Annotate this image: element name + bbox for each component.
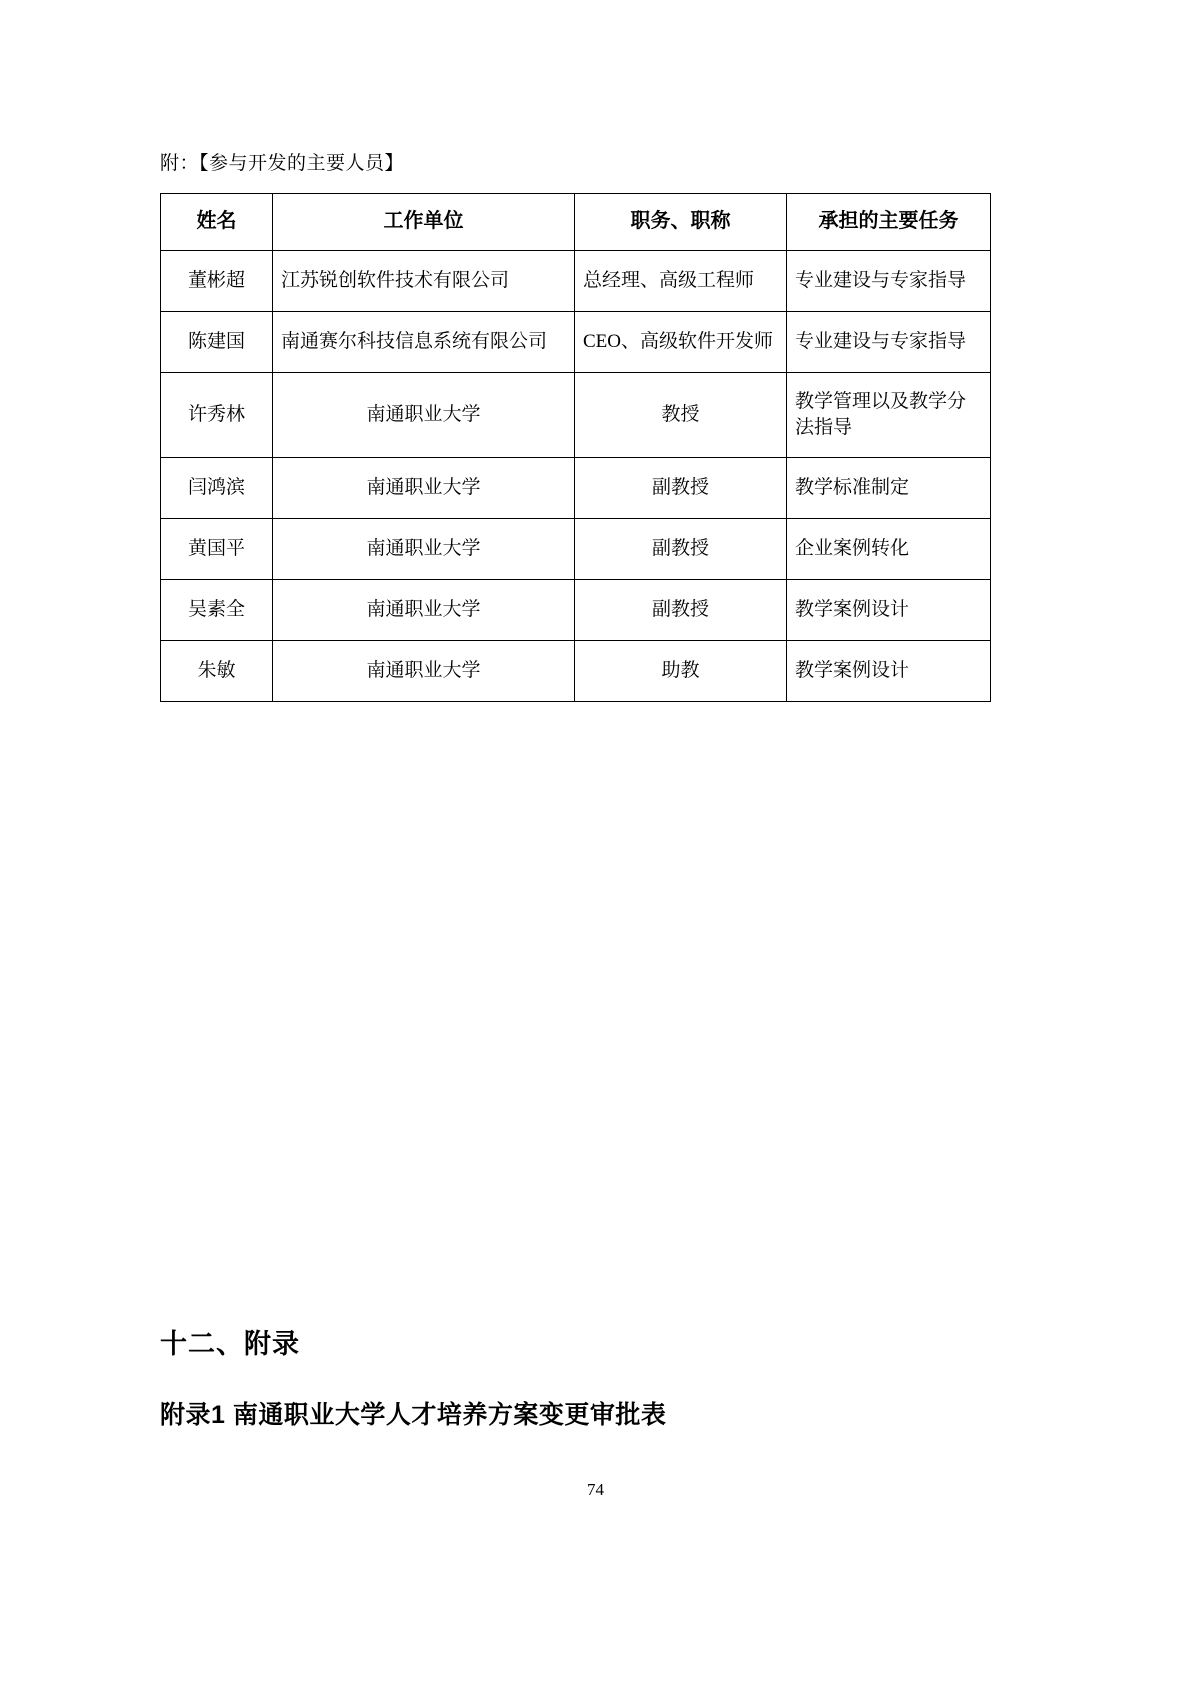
cell-title: 副教授 <box>575 457 787 518</box>
cell-unit: 南通赛尔科技信息系统有限公司 <box>273 311 575 372</box>
cell-task: 专业建设与专家指导 <box>787 311 991 372</box>
column-header-title: 职务、职称 <box>575 193 787 250</box>
cell-title: 总经理、高级工程师 <box>575 250 787 311</box>
cell-title: 副教授 <box>575 518 787 579</box>
cell-title: CEO、高级软件开发师 <box>575 311 787 372</box>
cell-title: 助教 <box>575 640 787 701</box>
cell-task: 教学案例设计 <box>787 640 991 701</box>
cell-name: 朱敏 <box>161 640 273 701</box>
cell-name: 闫鸿滨 <box>161 457 273 518</box>
column-header-task: 承担的主要任务 <box>787 193 991 250</box>
cell-task: 教学案例设计 <box>787 579 991 640</box>
cell-task: 教学管理以及教学分法指导 <box>787 372 991 457</box>
table-row <box>161 518 991 579</box>
table-row <box>161 372 991 457</box>
page-number: 74 <box>587 1480 604 1499</box>
cell-unit: 南通职业大学 <box>273 372 575 457</box>
cell-unit: 南通职业大学 <box>273 457 575 518</box>
cell-name: 吴素全 <box>161 579 273 640</box>
column-header-name: 姓名 <box>161 193 273 250</box>
table-row <box>161 457 991 518</box>
cell-task: 专业建设与专家指导 <box>787 250 991 311</box>
cell-unit: 南通职业大学 <box>273 640 575 701</box>
cell-name: 许秀林 <box>161 372 273 457</box>
table-row <box>161 579 991 640</box>
table-header-row <box>161 193 991 250</box>
appendix-subtitle: 附录1 南通职业大学人才培养方案变更审批表 <box>160 1401 667 1429</box>
page-content <box>160 150 990 702</box>
column-header-unit: 工作单位 <box>273 193 575 250</box>
table-row <box>161 311 991 372</box>
cell-title: 教授 <box>575 372 787 457</box>
cell-name: 陈建国 <box>161 311 273 372</box>
cell-unit: 南通职业大学 <box>273 579 575 640</box>
staff-table-body <box>161 250 991 701</box>
cell-unit: 南通职业大学 <box>273 518 575 579</box>
cell-name: 黄国平 <box>161 518 273 579</box>
cell-unit: 江苏锐创软件技术有限公司 <box>273 250 575 311</box>
attachment-label: 附：【参与开发的主要人员】 <box>160 153 405 174</box>
cell-task: 企业案例转化 <box>787 518 991 579</box>
cell-name: 董彬超 <box>161 250 273 311</box>
table-row <box>161 250 991 311</box>
cell-task: 教学标准制定 <box>787 457 991 518</box>
table-row <box>161 640 991 701</box>
staff-table <box>160 193 991 702</box>
cell-title: 副教授 <box>575 579 787 640</box>
section-title: 十二、附录 <box>160 1329 300 1359</box>
